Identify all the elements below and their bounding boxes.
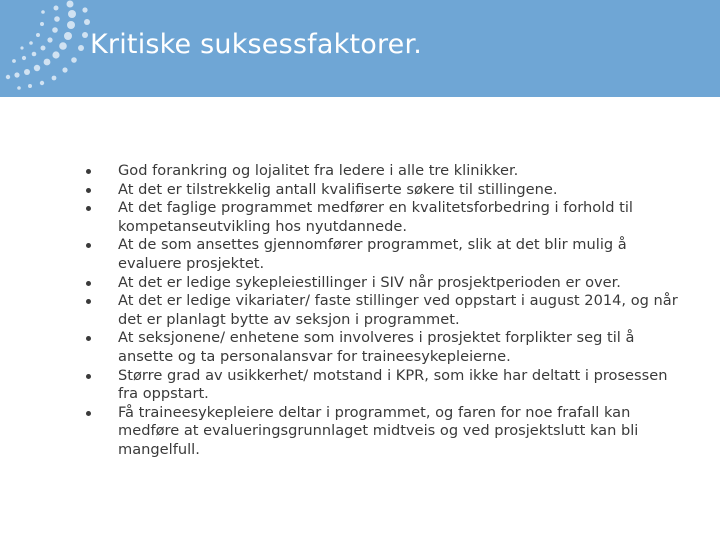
bullet-text: At det er ledige sykepleiestillinger i SIV når prosjektperioden er over. [118,273,621,291]
bullet-dot-icon [86,169,91,174]
bullet-dot-icon [86,374,91,379]
bullet-text: God forankring og lojalitet fra ledere i alle tre klinikker. [118,162,519,179]
bullet-list [82,162,692,460]
list-item [82,404,692,460]
list-item [82,329,692,366]
slide-title: Kritiske suksessfaktorer. [90,29,423,60]
bullet-text: At det faglige programmet medfører en kvalitetsforbedring i forhold til kompetanseutvikling hos nyutdannede. [118,199,633,235]
bullet-text: At seksjonene/ enhetene som involveres i prosjektet forplikter seg til å ansette og ta personalansvar for traineesykepleierne. [118,329,635,365]
bullet-dot-icon [86,206,91,211]
bullet-text: Få traineesykepleiere deltar i programmet, og faren for noe frafall kan medføre at evalueringsgrunnlaget midtveis og ved prosjektslutt kan bli mangelfull. [118,403,639,458]
bullet-dot-icon [86,336,91,341]
list-item [82,181,692,200]
bullet-text: At det er tilstrekkelig antall kvalifiserte søkere til stillingene. [118,180,558,198]
bullet-dot-icon [86,243,91,248]
bullet-dot-icon [86,299,91,304]
bullet-dot-icon [86,281,91,286]
bullet-text: Større grad av usikkerhet/ motstand i KPR, som ikke har deltatt i prosessen fra oppstart. [118,366,668,403]
list-item [82,367,692,404]
bullet-dot-icon [86,188,91,193]
slide-header [0,0,720,97]
list-item [82,162,692,181]
bullet-dot-icon [86,411,91,416]
list-item [82,274,692,293]
list-item [82,199,692,236]
bullet-text: At de som ansettes gjennomfører programmet, slik at det blir mulig å evaluere prosjektet. [118,236,627,272]
list-item [82,292,692,329]
bullet-text: At det er ledige vikariater/ faste stillinger ved oppstart i august 2014, og når det er planlagt bytte av seksjon i programmet. [118,292,678,328]
list-item [82,236,692,273]
